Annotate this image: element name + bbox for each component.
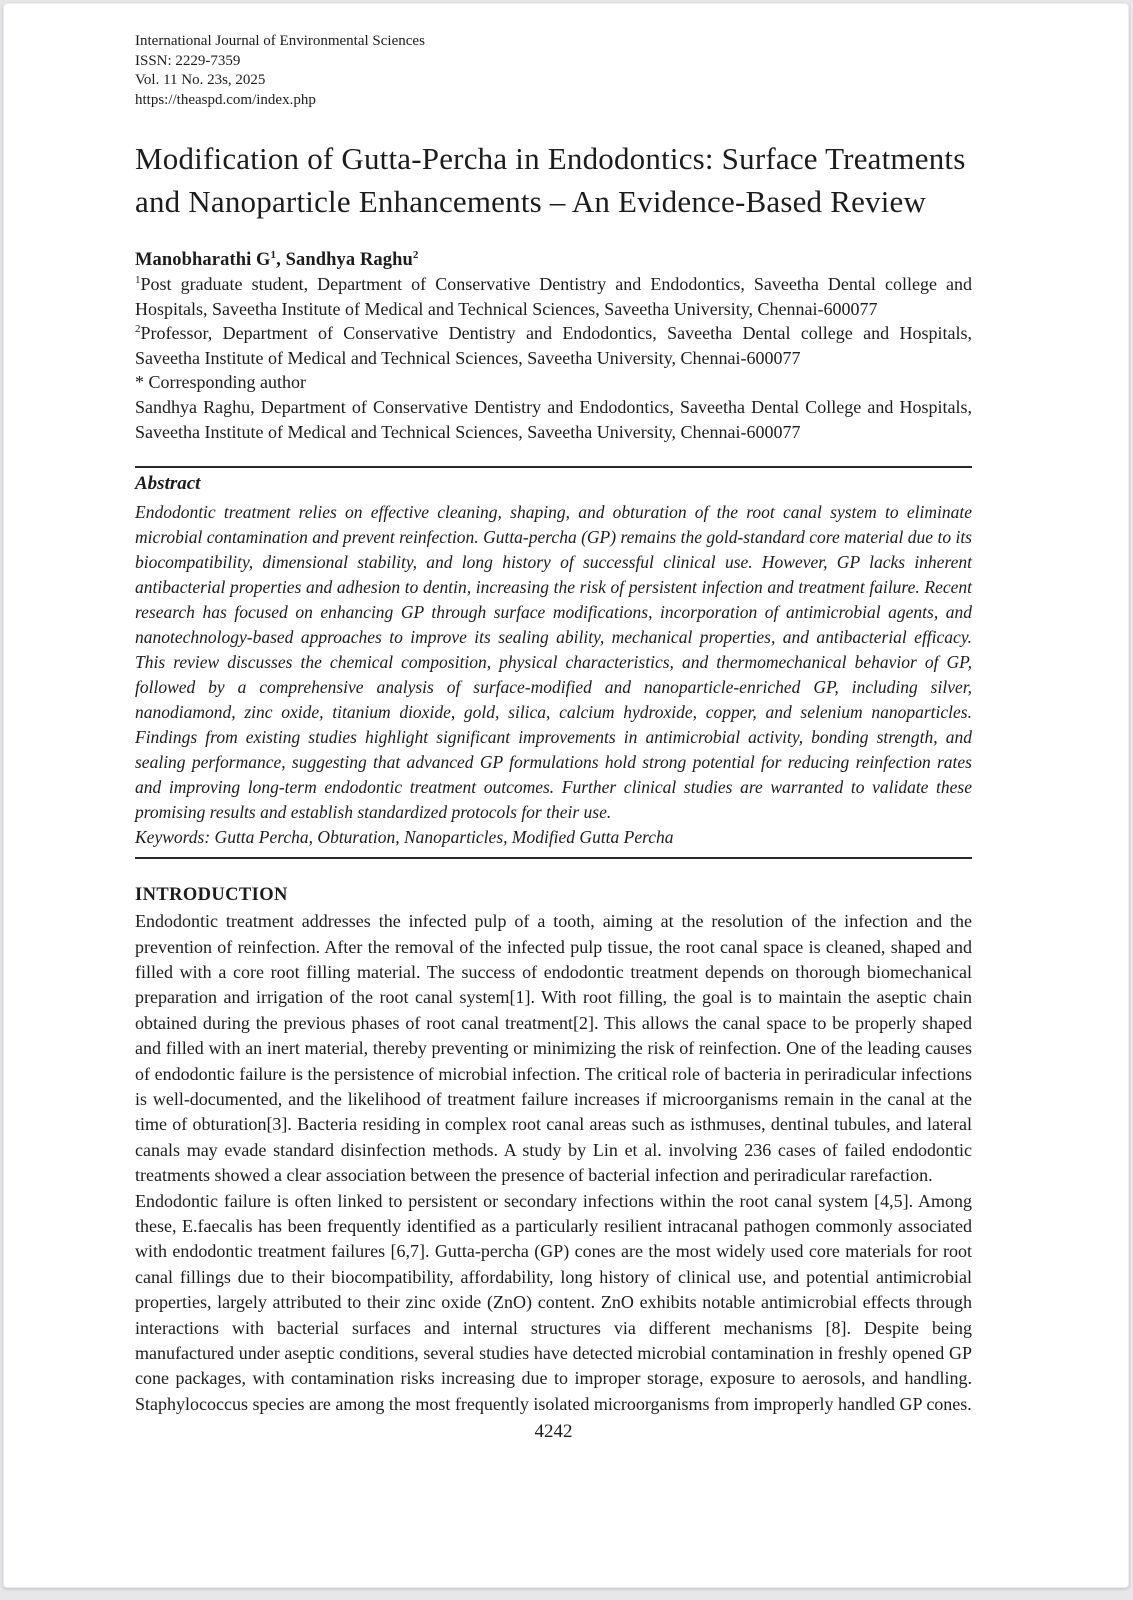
author-2-superscript: 2 [412, 248, 419, 261]
abstract-section [135, 466, 972, 859]
introduction-paragraph-2: Endodontic failure is often linked to persistent or secondary infections within the root canal system [4,5]. Among these, E.faecalis has been frequently identified as a particularly resilient intracanal pathogen commonly associated with endodontic treatment failures [6,7]. Gutta-percha (GP) cones are the most widely used core materials for root canal fillings due to their biocompatibility, affordability, long history of clinical use, and potential antimicrobial properties, largely attributed to their zinc oxide (ZnO) content. ZnO exhibits notable antimicrobial effects through interactions with bacterial surfaces and internal structures via different mechanisms [8]. Despite being manufactured under aseptic conditions, several studies have detected microbial contamination in freshly opened GP cone packages, with contamination risks increasing due to improper storage, exposure to aerosols, and handling. Staphylococcus species are among the most frequently isolated microorganisms from improperly handled GP cones. [135, 1190, 972, 1414]
affiliation-2-superscript: 2 [135, 323, 141, 336]
page-number: 4242 [534, 1421, 573, 1443]
journal-name: International Journal of Environmental Sciences [135, 33, 425, 49]
journal-header [135, 32, 972, 110]
author-1-superscript: 1 [270, 248, 277, 261]
affiliation-block [135, 272, 972, 444]
keywords-line: Keywords: Gutta Percha, Obturation, Nanoparticles, Modified Gutta Percha [135, 827, 674, 848]
journal-volume: Vol. 11 No. 23s, 2025 [135, 72, 266, 88]
journal-issn: ISSN: 2229-7359 [135, 52, 241, 69]
affiliation-1 [135, 272, 972, 321]
byline-separator: , [276, 250, 286, 270]
corresponding-author-line: Sandhya Raghu, Department of Conservative Dentistry and Endodontics, Saveetha Dental College and Hospitals, Saveetha Institute of Medical and Technical Sciences, Saveetha University, Chennai-600077 [135, 396, 972, 442]
abstract-text: Endodontic treatment relies on effective cleaning, shaping, and obturation of the root canal system to eliminate microbial contamination and prevent reinfection. Gutta-percha (GP) remains the gold-standard core material due to its biocompatibility, dimensional stability, and long history of successful clinical use. However, GP lacks inherent antibacterial properties and adhesion to dentin, increasing the risk of persistent infection and treatment failure. Recent research has focused on enhancing GP through surface modifications, incorporation of antimicrobial agents, and nanotechnology-based approaches to improve its sealing ability, mechanical properties, and antibacterial efficacy. This review discusses the chemical composition, physical characteristics, and thermomechanical behavior of GP, followed by a comprehensive analysis of surface-modified and nanoparticle-enriched GP, including silver, nanodiamond, zinc oxide, titanium dioxide, gold, silica, calcium hydroxide, copper, and selenium nanoparticles. Findings from existing studies highlight significant improvements in antimicrobial activity, bonding strength, and sealing performance, suggesting that advanced GP formulations hold strong potential for reducing reinfection rates and improving long-term endodontic treatment outcomes. Further clinical studies are warranted to validate these promising results and establish standardized protocols for their use. [135, 502, 972, 823]
author-byline [135, 250, 972, 271]
introduction-paragraph-1: Endodontic treatment addresses the infected pulp of a tooth, aiming at the resolution of the infection and the prevention of reinfection. After the removal of the infected pulp tissue, the root canal space is cleaned, shaped and filled with a core root filling material. The success of endodontic treatment depends on thorough biomechanical preparation and irrigation of the root canal system[1]. With root filling, the goal is to maintain the aseptic chain obtained during the previous phases of root canal treatment[2]. This allows the canal space to be properly shaped and filled with an inert material, thereby preventing or minimizing the risk of reinfection. One of the leading causes of endodontic failure is the persistence of microbial infection. The critical role of bacteria in periradicular infections is well-documented, and the likelihood of treatment failure increases if microorganisms remain in the canal at the time of obturation[3]. Bacteria residing in complex root canal areas such as isthmuses, dentinal tubules, and lateral canals may evade standard disinfection methods. A study by Lin et al. involving 236 cases of failed endodontic treatments showed a clear association between the presence of bacterial infection and periradicular rarefaction. [135, 911, 972, 1186]
paper-page [3, 3, 1129, 1588]
affiliation-2 [135, 321, 972, 370]
journal-url-link[interactable]: https://theaspd.com/index.php [135, 91, 316, 108]
author-2: Sandhya Raghu [285, 250, 413, 270]
corresponding-author-marker: * Corresponding author [135, 372, 306, 393]
affiliation-1-superscript: 1 [135, 274, 141, 286]
introduction-heading: INTRODUCTION [135, 885, 288, 906]
affiliation-2-text: Professor, Department of Conservative Dentistry and Endodontics, Saveetha Dental college and Hospitals, Saveetha Institute of Medical and Technical Sciences, Saveetha University, Chennai-600077 [135, 323, 972, 368]
abstract-heading: Abstract [135, 473, 201, 495]
introduction-section [135, 885, 972, 1417]
author-1: Manobharathi G [135, 250, 271, 270]
paper-title: Modification of Gutta-Percha in Endodontics: Surface Treatments and Nanoparticle Enhancements – An Evidence-Based Review [135, 141, 966, 219]
affiliation-1-text: Post graduate student, Department of Conservative Dentistry and Endodontics, Saveetha Dental college and Hospitals, Saveetha Institute of Medical and Technical Sciences, Saveetha University, Chennai-600077 [135, 274, 972, 319]
